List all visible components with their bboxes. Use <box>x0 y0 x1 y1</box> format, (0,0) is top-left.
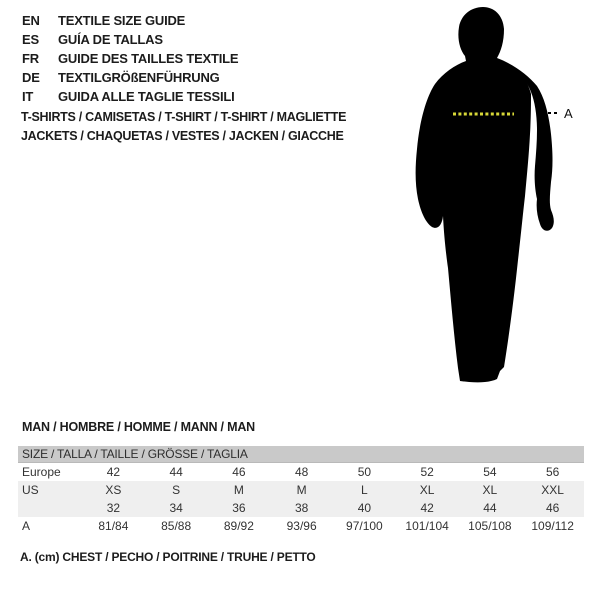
language-row <box>22 30 238 49</box>
cell: XS <box>105 483 122 497</box>
cell: 81/84 <box>98 519 129 533</box>
cell: 54 <box>483 465 497 479</box>
table-row-us-numeric <box>18 499 584 517</box>
man-silhouette <box>416 7 554 382</box>
table-row-chest-cm <box>18 517 584 535</box>
category-lines <box>21 108 346 146</box>
language-list <box>22 11 238 106</box>
cell: M <box>296 483 307 497</box>
language-code: DE <box>22 70 40 85</box>
cell: 36 <box>232 501 246 515</box>
language-code: IT <box>22 89 34 104</box>
category-line-jackets: JACKETS / CHAQUETAS / VESTES / JACKEN / GIACCHE <box>21 129 344 143</box>
footnote-chest: A. (cm) CHEST / PECHO / POITRINE / TRUHE / PETTO <box>20 550 316 564</box>
category-line-tshirts: T-SHIRTS / CAMISETAS / T-SHIRT / T-SHIRT / MAGLIETTE <box>21 110 347 124</box>
cell: 46 <box>545 501 560 515</box>
cell: 97/100 <box>346 519 383 533</box>
cell: XXL <box>541 483 564 497</box>
language-code: ES <box>22 32 39 47</box>
cell: 89/92 <box>223 519 254 533</box>
cell: 34 <box>169 501 183 515</box>
cell: 105/108 <box>468 519 512 533</box>
cell: 56 <box>545 465 560 479</box>
table-row-europe <box>18 463 584 481</box>
cell: 32 <box>106 501 121 515</box>
cell: 42 <box>420 501 434 515</box>
language-row <box>22 87 238 106</box>
language-row <box>22 11 238 30</box>
language-code: FR <box>22 51 39 66</box>
cell: 38 <box>294 501 309 515</box>
cell: 40 <box>357 501 372 515</box>
language-code: EN <box>22 13 40 28</box>
cell: 48 <box>294 465 309 479</box>
language-label: GUIDE DES TAILLES TEXTILE <box>58 51 239 66</box>
cell: 44 <box>483 501 497 515</box>
table-row-us <box>18 481 584 499</box>
row-label: A <box>22 519 31 533</box>
cell: L <box>361 483 368 497</box>
language-row <box>22 49 238 68</box>
language-label: TEXTILGRÖßENFÜHRUNG <box>58 70 220 85</box>
language-label: TEXTILE SIZE GUIDE <box>58 13 186 28</box>
row-label: Europe <box>22 465 61 479</box>
language-label: GUIDA ALLE TAGLIE TESSILI <box>58 89 235 104</box>
cell: 50 <box>357 465 372 479</box>
size-table <box>18 446 584 535</box>
cell: XL <box>419 483 435 497</box>
cell: XL <box>482 483 498 497</box>
measure-label-a: A <box>564 106 573 121</box>
language-row <box>22 68 238 87</box>
cell: 93/96 <box>286 519 317 533</box>
cell: 101/104 <box>405 519 449 533</box>
section-heading-man: MAN / HOMBRE / HOMME / MANN / MAN <box>22 420 255 434</box>
size-table-header: SIZE / TALLA / TAILLE / GRÖSSE / TAGLIA <box>18 446 584 463</box>
cell: 42 <box>106 465 121 479</box>
man-silhouette-figure <box>413 6 588 394</box>
language-label: GUÍA DE TALLAS <box>58 32 163 47</box>
cell: 44 <box>169 465 183 479</box>
row-label <box>18 499 82 517</box>
cell: 85/88 <box>161 519 192 533</box>
row-label: US <box>22 483 39 497</box>
cell: M <box>233 483 244 497</box>
cell: 46 <box>232 465 246 479</box>
cell: 109/112 <box>531 519 574 533</box>
cell: 52 <box>420 465 434 479</box>
cell: S <box>172 483 181 497</box>
